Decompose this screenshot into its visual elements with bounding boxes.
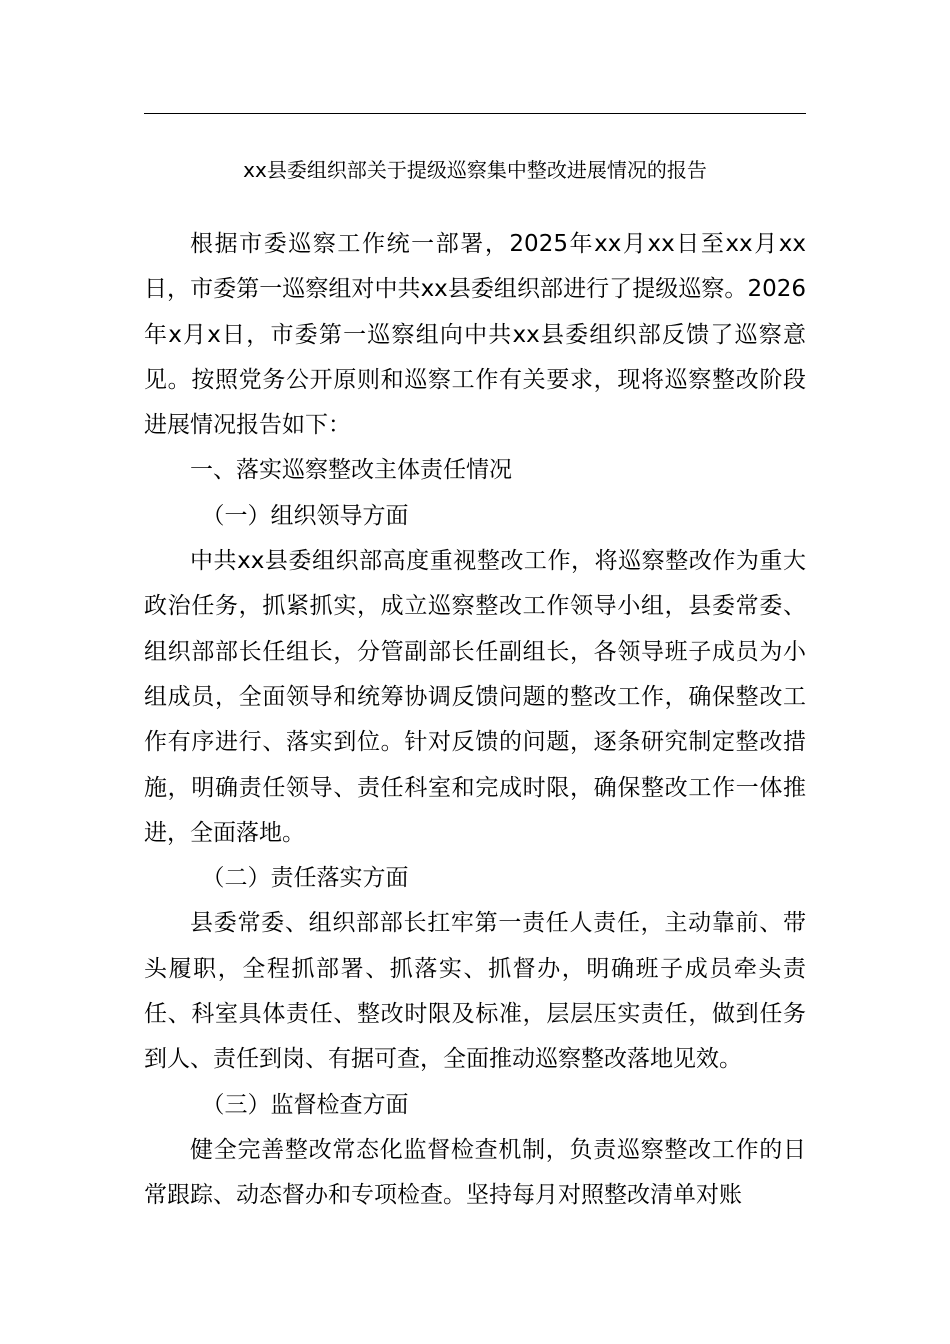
subsection-3-paragraph: 健全完善整改常态化监督检查机制，负责巡察整改工作的日常跟踪、动态督办和专项检查。坚持每月对照整改清单对账 bbox=[144, 1136, 806, 1209]
intro-paragraph: 根据市委巡察工作统一部署，2025年xx月xx日至xx月xx日，市委第一巡察组对中共xx县委组织部进行了提级巡察。2026年x月x日，市委第一巡察组向中共xx县委组织部反馈了巡察意见。按照党务公开原则和巡察工作有关要求，现将巡察整改阶段进展情况报告如下： bbox=[144, 231, 806, 439]
header-rule bbox=[144, 113, 806, 114]
subsection-2-paragraph: 县委常委、组织部部长扛牢第一责任人责任，主动靠前、带头履职，全程抓部署、抓落实、抓督办，明确班子成员牵头责任、科室具体责任、整改时限及标准，层层压实责任，做到任务到人、责任到岗、有据可查，全面推动巡察整改落地见效。 bbox=[144, 910, 806, 1073]
document-title: xx县委组织部关于提级巡察集中整改进展情况的报告 bbox=[243, 158, 707, 182]
subsection-1-heading: （一）组织领导方面 bbox=[201, 502, 409, 529]
subsection-3-heading: （三）监督检查方面 bbox=[201, 1091, 409, 1118]
document-body bbox=[144, 222, 806, 1219]
section-1-heading: 一、落实巡察整改主体责任情况 bbox=[190, 457, 512, 484]
subsection-2-heading: （二）责任落实方面 bbox=[201, 865, 409, 892]
subsection-1-paragraph: 中共xx县委组织部高度重视整改工作，将巡察整改作为重大政治任务，抓紧抓实，成立巡察整改工作领导小组，县委常委、组织部部长任组长，分管副部长任副组长，各领导班子成员为小组成员，全面领导和统筹协调反馈问题的整改工作，确保整改工作有序进行、落实到位。针对反馈的问题，逐条研究制定整改措施，明确责任领导、责任科室和完成时限，确保整改工作一体推进，全面落地。 bbox=[144, 548, 806, 846]
